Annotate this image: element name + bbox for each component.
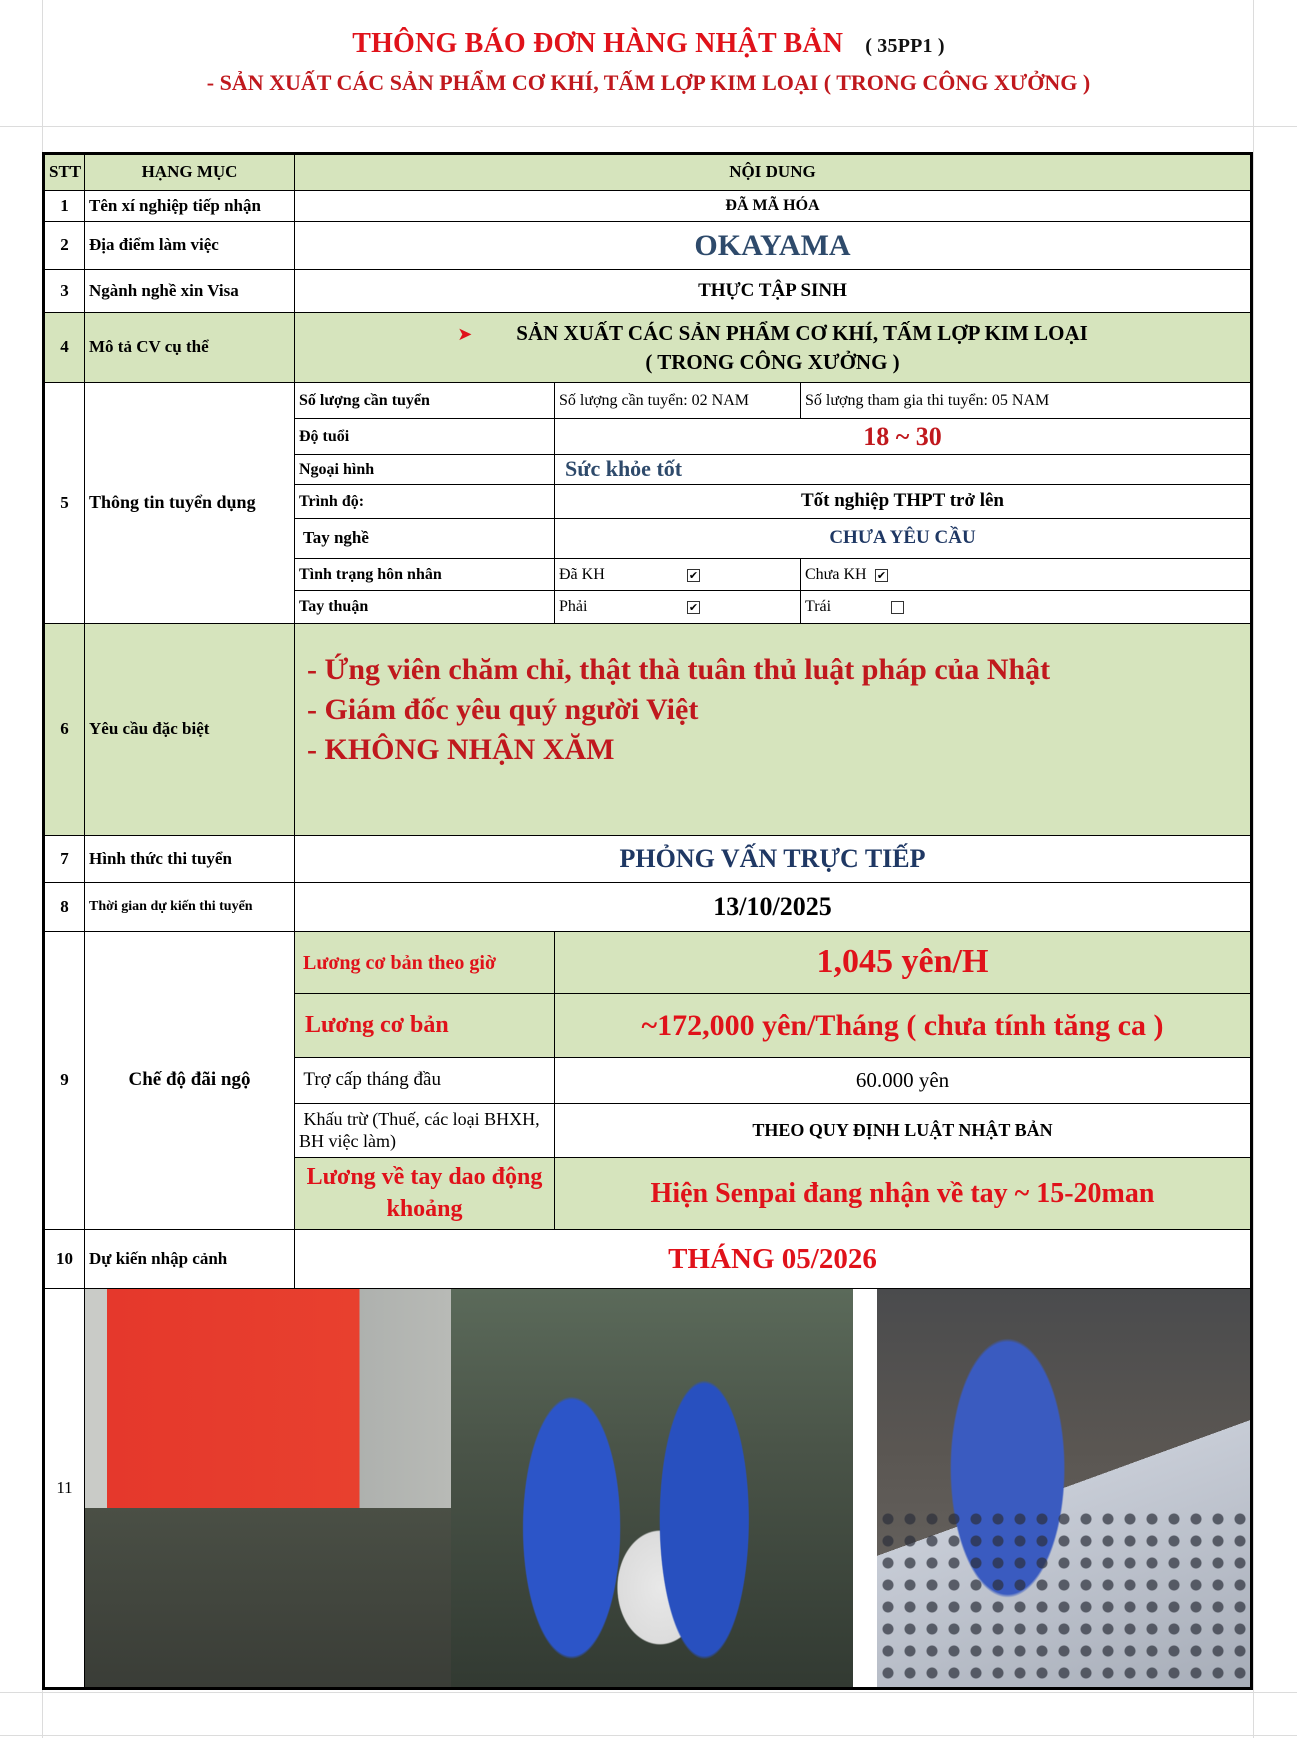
table-row [44,1289,1252,1689]
requirement-item: - KHÔNG NHẬN XĂM [307,732,615,766]
sub-label: Tay nghề [295,519,555,559]
row-number: 7 [44,836,85,883]
press-brake-worker-photo [85,1289,451,1687]
two-workers-assembly-photo [451,1289,853,1687]
job-description-line: ( TRONG CÔNG XƯỞNG ) [645,349,900,374]
requirement-item: - Giám đốc yêu quý người Việt [307,692,699,726]
arrow-bullet-icon: ➤ [457,324,473,346]
marital-option-married [555,559,801,591]
checkbox-married[interactable]: ✔ [688,568,699,582]
row-label: Tên xí nghiệp tiếp nhận [85,191,295,222]
takehome-value: Hiện Senpai đang nhận về tay ~ 15-20man [555,1158,1252,1230]
row-label: Thời gian dự kiến thi tuyển [85,883,295,932]
row-label: Yêu cầu đặc biệt [85,624,295,836]
table-row [44,883,1252,932]
exam-method-value: PHỎNG VẤN TRỰC TIẾP [295,836,1252,883]
row-number: 9 [44,932,85,1230]
title-text: THÔNG BÁO ĐƠN HÀNG NHẬT BẢN [352,28,844,59]
visa-type-value: THỰC TẬP SINH [295,270,1252,313]
table-header-row [44,154,1252,191]
gridline [1253,0,1254,1738]
requirement-item: - Ứng viên chăm chỉ, thật thà tuân thủ luật pháp của Nhật [307,652,1051,686]
option-label: Trái [805,598,832,616]
sub-label: Lương cơ bản [295,994,555,1058]
row-number: 11 [44,1289,85,1689]
row-number: 8 [44,883,85,932]
table-row [44,191,1252,222]
job-description-value [295,313,1252,383]
sub-label: Tình trạng hôn nhân [295,559,555,591]
gridline [0,1692,1297,1693]
sub-label: Lương về tay dao động khoảng [295,1158,555,1230]
sub-label: Khấu trừ (Thuế, các loại BHXH, BH việc làm) [295,1104,555,1158]
row-label: Địa điểm làm việc [85,222,295,270]
row-label: Ngành nghề xin Visa [85,270,295,313]
table-row [44,932,1252,994]
job-description-line: SẢN XUẤT CÁC SẢN PHẨM CƠ KHÍ, TẤM LỢP KIM LOẠI [516,321,1088,346]
row-label: Thông tin tuyển dụng [85,383,295,624]
sub-label: Trợ cấp tháng đầu [295,1058,555,1104]
sub-label: Trình độ: [295,485,555,519]
quantity-needed-value: Số lượng cần tuyển: 02 NAM [555,383,801,419]
row-number: 5 [44,383,85,624]
option-label: Phải [559,598,588,616]
header-stt: STT [44,154,85,191]
checkbox-left-hand[interactable] [891,601,904,614]
hand-option-left [801,591,1252,624]
sub-label: Lương cơ bản theo giờ [295,932,555,994]
skill-value: CHƯA YÊU CẦU [555,519,1252,559]
header-category: HẠNG MỤC [85,154,295,191]
row-label: Hình thức thi tuyển [85,836,295,883]
page-title [0,28,1297,60]
option-label: Đã KH [559,565,605,583]
table-row [44,624,1252,836]
marital-option-single [801,559,1252,591]
table-row [44,222,1252,270]
gridline [0,1735,1297,1736]
table-row [44,1230,1252,1289]
company-name-value: ĐÃ MÃ HÓA [295,191,1252,222]
table-row [44,313,1252,383]
row-number: 3 [44,270,85,313]
quantity-exam-value: Số lượng tham gia thi tuyển: 05 NAM [801,383,1252,419]
entry-date-value: THÁNG 05/2026 [295,1230,1252,1289]
sub-label: Độ tuổi [295,419,555,455]
appearance-value: Sức khỏe tốt [555,455,1252,485]
option-label: Chưa KH [805,565,867,583]
table-row [44,270,1252,313]
hourly-wage-value: 1,045 yên/H [555,932,1252,994]
welder-sheet-metal-photo [877,1289,1250,1687]
row-label: Dự kiến nhập cảnh [85,1230,295,1289]
exam-date-value: 13/10/2025 [295,883,1252,932]
education-value: Tốt nghiệp THPT trở lên [555,485,1252,519]
age-range-value: 18 ~ 30 [555,419,1252,455]
row-number: 1 [44,191,85,222]
checkbox-single[interactable]: ✔ [876,568,887,582]
sub-label: Số lượng cần tuyển [295,383,555,419]
table-row [44,383,1252,419]
row-label: Chế độ đãi ngộ [85,932,295,1230]
photo-spacer [853,1289,877,1687]
page-subtitle: - SẢN XUẤT CÁC SẢN PHẨM CƠ KHÍ, TẤM LỢP KIM LOẠI ( TRONG CÔNG XƯỞNG ) [206,70,1091,95]
allowance-value: 60.000 yên [555,1058,1252,1104]
sub-label: Ngoại hình [295,455,555,485]
row-number: 2 [44,222,85,270]
header-content: NỘI DUNG [295,154,1252,191]
sub-label: Tay thuận [295,591,555,624]
photo-row [85,1289,1252,1689]
basic-salary-value: ~172,000 yên/Tháng ( chưa tính tăng ca ) [555,994,1252,1058]
row-number: 4 [44,313,85,383]
checkbox-right-hand[interactable]: ✔ [688,601,699,615]
gridline [0,126,1297,127]
work-location-value: OKAYAMA [295,222,1252,270]
row-number: 10 [44,1230,85,1289]
row-label: Mô tả CV cụ thể [85,313,295,383]
hand-option-right [555,591,801,624]
special-requirements [295,624,1252,836]
deduction-value: THEO QUY ĐỊNH LUẬT NHẬT BẢN [555,1104,1252,1158]
table-row [44,836,1252,883]
order-code: ( 35PP1 ) [865,35,945,57]
order-table [42,152,1253,1690]
row-number: 6 [44,624,85,836]
